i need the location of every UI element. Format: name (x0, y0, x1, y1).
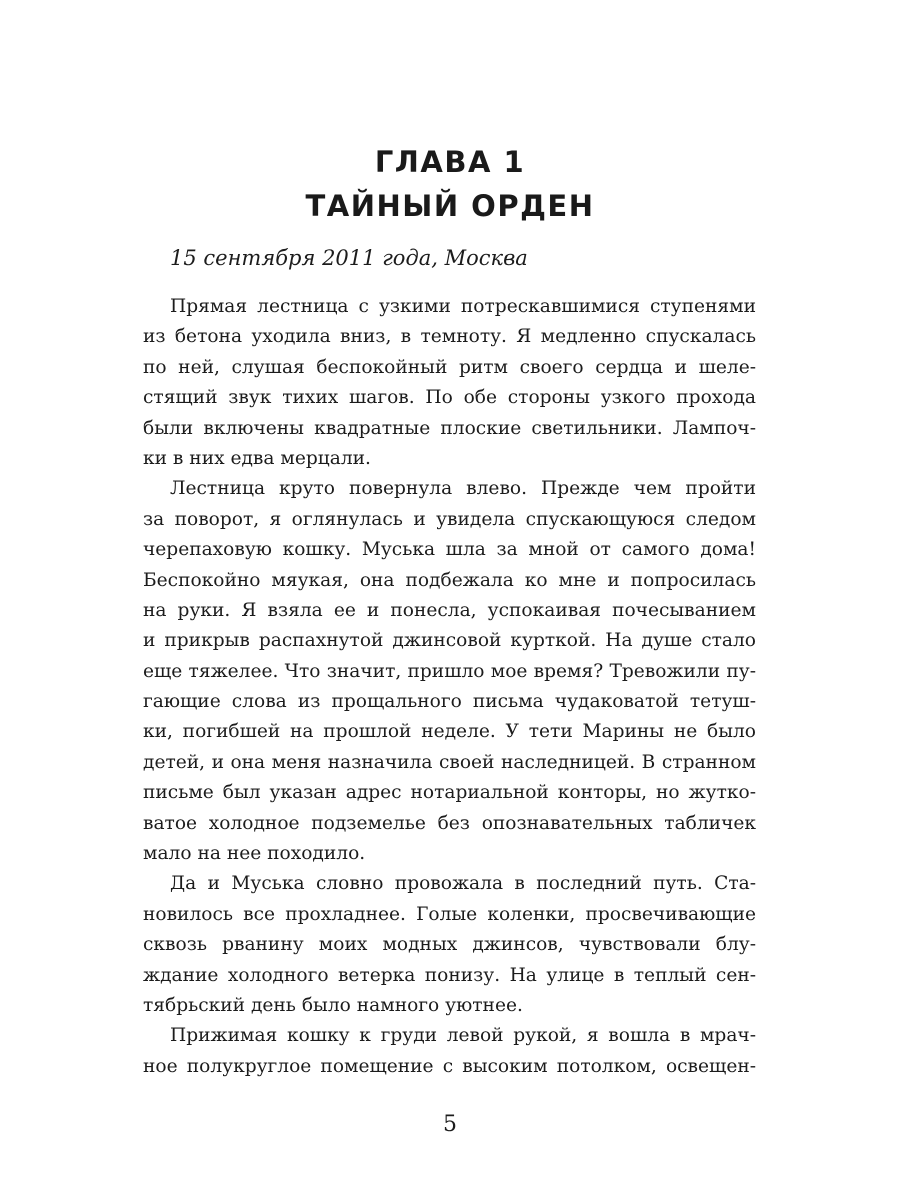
text-line: Прямая лестница с узкими потрескавшимися ступенями (170, 296, 756, 317)
text-line: Беспокойно мяукая, она подбежала ко мне и попросилась (143, 569, 756, 591)
text-line: и прикрыв распахнутой джинсовой курткой. На душе стало (143, 630, 756, 652)
text-line: стящий звук тихих шагов. По обе стороны узкого прохода (143, 387, 756, 409)
page-number: 5 (443, 1112, 457, 1137)
text-line: новилось все прохладнее. Голые коленки, просвечивающие (143, 903, 756, 925)
text-line: письме был указан адрес нотариальной конторы, но жутко- (143, 782, 756, 804)
text-line: ждание холодного ветерка понизу. На улице в теплый сен- (143, 964, 756, 986)
chapter-number: ГЛАВА 1 (374, 145, 526, 179)
text-line: ки в них едва мерцали. (143, 447, 371, 469)
text-line: черепаховую кошку. Муська шла за мной от самого дома! (143, 539, 756, 561)
text-line: на руки. Я взяла ее и понесла, успокаивая почесыванием (143, 599, 756, 621)
text-line: Лестница круто повернула влево. Прежде чем пройти (170, 478, 756, 500)
text-line: за поворот, я оглянулась и увидела спускающуюся следом (143, 508, 756, 530)
text-line: Прижимая кошку к груди левой рукой, я вошла в мрач- (170, 1025, 756, 1047)
text-line: детей, и она меня назначила своей наследницей. В странном (143, 751, 756, 773)
text-line: были включены квадратные плоские светильники. Лампоч- (143, 417, 756, 439)
text-line: ное полукруглое помещение с высоким потолком, освещен- (143, 1055, 756, 1077)
dateline: 15 сентября 2011 года, Москва (170, 246, 528, 270)
text-line: ки, погибшей на прошлой неделе. У тети Марины не было (143, 721, 756, 743)
chapter-heading (0, 140, 900, 228)
text-line: по ней, слушая беспокойный ритм своего сердца и шеле- (143, 356, 756, 378)
text-line: Да и Муська словно провожала в последний путь. Ста- (170, 873, 756, 895)
text-line: гающие слова из прощального письма чудаковатой тетуш- (143, 691, 756, 713)
text-line: сквозь рванину моих модных джинсов, чувствовали блу- (143, 934, 756, 956)
text-line: из бетона уходила вниз, в темноту. Я медленно спускалась (143, 326, 756, 348)
text-line: еще тяжелее. Что значит, пришло мое время? Тревожили пу- (143, 660, 756, 682)
body-text (143, 292, 756, 1082)
text-line: тябрьский день было намного уютнее. (143, 994, 523, 1016)
text-line: мало на нее походило. (143, 843, 366, 865)
chapter-title: ТАЙНЫЙ ОРДЕН (305, 189, 595, 223)
text-line: ватое холодное подземелье без опознавательных табличек (143, 812, 756, 834)
